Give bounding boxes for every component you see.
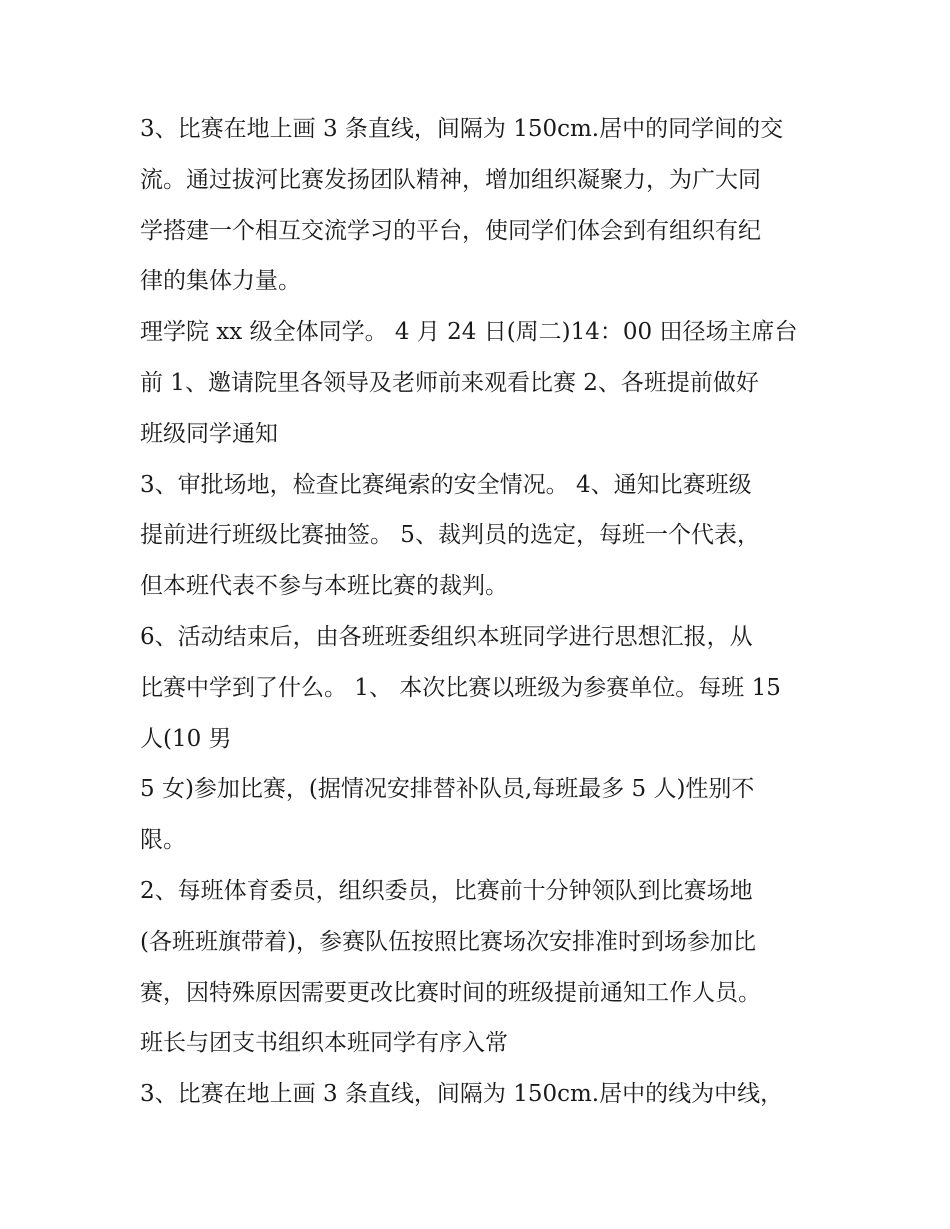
document-body <box>140 104 820 1120</box>
text-line: 学搭建一个相互交流学习的平台，使同学们体会到有组织有纪 <box>140 217 761 244</box>
text-line: 限。 <box>140 827 186 854</box>
text-line: 赛，因特殊原因需要更改比赛时间的班级提前通知工作人员。 <box>140 979 761 1006</box>
text-line: 理学院 xx 级全体同学。 4 月 24 日(周二)14：00 田径场主席台 <box>140 319 798 346</box>
text-line: (各班班旗带着)，参赛队伍按照比赛场次安排准时到场参加比 <box>140 928 756 955</box>
text-line: 6、活动结束后，由各班班委组织本班同学进行思想汇报，从 <box>140 623 753 650</box>
text-line: 提前进行班级比赛抽签。 5、裁判员的选定，每班一个代表， <box>140 522 760 549</box>
text-line: 比赛中学到了什么。 1、 本次比赛以班级为参赛单位。每班 15 <box>140 674 781 701</box>
text-line: 5 女)参加比赛，(据情况安排替补队员,每班最多 5 人)性别不 <box>140 776 755 803</box>
text-line: 流。通过拔河比赛发扬团队精神，增加组织凝聚力，为广大同 <box>140 166 761 193</box>
text-line: 前 1、邀请院里各领导及老师前来观看比赛 2、各班提前做好 <box>140 369 759 396</box>
text-line: 人(10 男 <box>140 725 232 752</box>
text-line: 3、比赛在地上画 3 条直线，间隔为 150cm.居中的线为中线， <box>140 1081 784 1108</box>
text-line: 3、审批场地，检查比赛绳索的安全情况。 4、通知比赛班级 <box>140 471 752 498</box>
text-line: 但本班代表不参与本班比赛的裁判。 <box>140 573 508 600</box>
text-line: 班级同学通知 <box>140 420 278 447</box>
text-line: 2、每班体育委员，组织委员，比赛前十分钟领队到比赛场地 <box>140 877 753 904</box>
text-line: 班长与团支书组织本班同学有序入常 <box>140 1030 508 1057</box>
text-line: 3、比赛在地上画 3 条直线，间隔为 150cm.居中的同学间的交 <box>140 116 784 142</box>
text-line: 律的集体力量。 <box>140 268 301 295</box>
